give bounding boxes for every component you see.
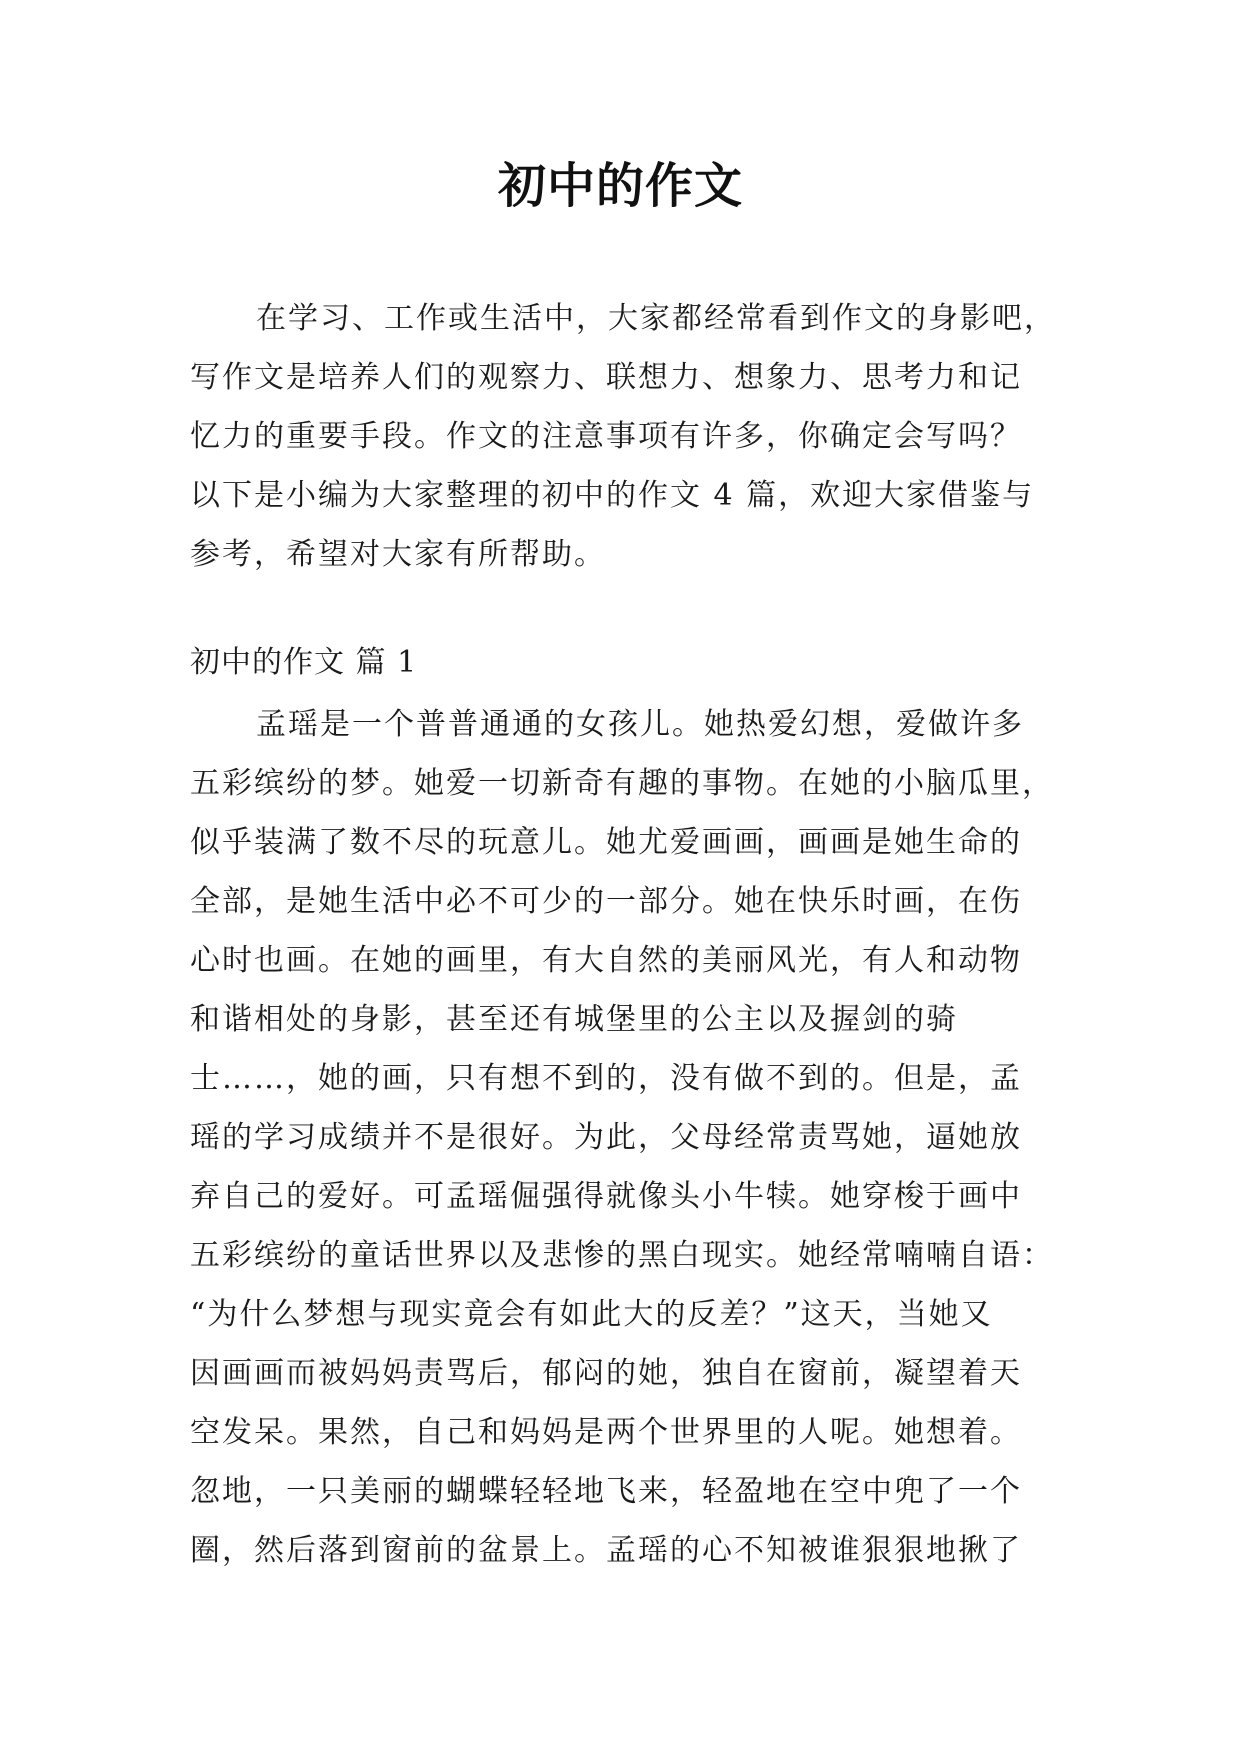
text-line: 写作文是培养人们的观察力、联想力、想象力、思考力和记: [190, 360, 1022, 395]
intro-paragraph: [190, 289, 1056, 584]
text-line: 参考，希望对大家有所帮助。: [190, 537, 606, 572]
text-line: 五彩缤纷的童话世界以及悲惨的黑白现实。她经常喃喃自语：: [190, 1238, 1054, 1273]
text-line: 和谐相处的身影，甚至还有城堡里的公主以及握剑的骑: [190, 1002, 958, 1037]
text-line: 圈，然后落到窗前的盆景上。孟瑶的心不知被谁狠狠地揪了: [190, 1533, 1022, 1568]
text-line: 似乎装满了数不尽的玩意儿。她尤爱画画，画画是她生命的: [190, 825, 1022, 860]
text-line: 弃自己的爱好。可孟瑶倔强得就像头小牛犊。她穿梭于画中: [190, 1179, 1022, 1214]
text-line: 心时也画。在她的画里，有大自然的美丽风光，有人和动物: [190, 943, 1022, 978]
text-line: 忆力的重要手段。作文的注意事项有许多，你确定会写吗？: [190, 419, 1022, 454]
text-line: 以下是小编为大家整理的初中的作文 4 篇，欢迎大家借鉴与: [190, 478, 1035, 513]
text-line: 五彩缤纷的梦。她爱一切新奇有趣的事物。在她的小脑瓜里，: [190, 766, 1054, 801]
text-line: 孟瑶是一个普普通通的女孩儿。她热爱幻想，爱做许多: [256, 707, 1024, 742]
text-line: 全部，是她生活中必不可少的一部分。她在快乐时画，在伤: [190, 884, 1022, 919]
text-line: 士……，她的画，只有想不到的，没有做不到的。但是，孟: [190, 1061, 1022, 1096]
section-heading: 初中的作文 篇 1: [190, 645, 418, 680]
text-line: 忽地，一只美丽的蝴蝶轻轻地飞来，轻盈地在空中兜了一个: [190, 1474, 1022, 1509]
text-line: 瑶的学习成绩并不是很好。为此，父母经常责骂她，逼她放: [190, 1120, 1022, 1155]
text-line: 因画画而被妈妈责骂后，郁闷的她，独自在窗前，凝望着天: [190, 1356, 1022, 1391]
text-line: 空发呆。果然，自己和妈妈是两个世界里的人呢。她想着。: [190, 1415, 1022, 1450]
text-line: 在学习、工作或生活中，大家都经常看到作文的身影吧，: [256, 301, 1056, 336]
document-title: 初中的作文: [497, 158, 743, 214]
text-line: “为什么梦想与现实竟会有如此大的反差？”这天，当她又: [190, 1297, 993, 1332]
section-paragraph: [190, 695, 1054, 1580]
